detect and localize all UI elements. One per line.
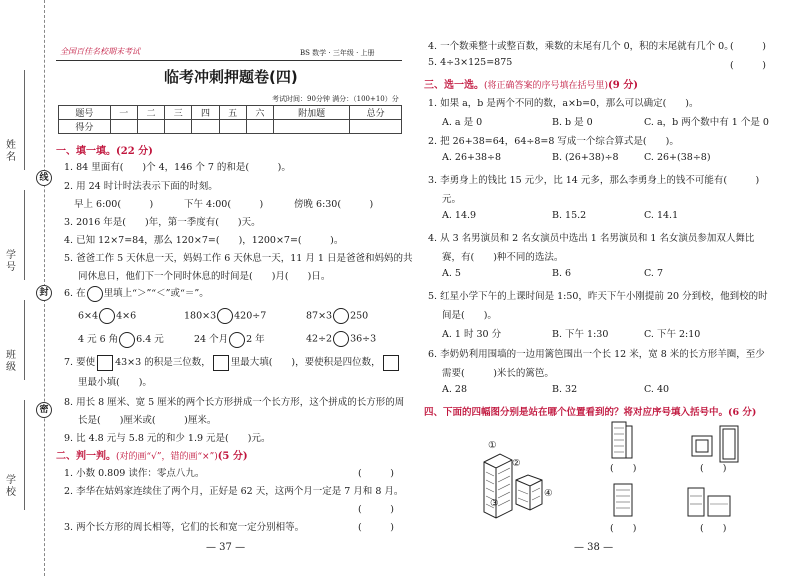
s1-q6-item <box>194 331 265 348</box>
page-title: 临考冲刺押题卷(四) <box>164 68 298 86</box>
score-input-cell[interactable] <box>137 120 164 134</box>
seal-secret-marker: 密 <box>36 402 52 418</box>
view-answer-paren[interactable]: ( ) <box>610 523 637 534</box>
q6-right-expr: 36÷3 <box>350 333 377 345</box>
score-input-cell[interactable] <box>192 120 219 134</box>
s1-q8-line2: 长是( )厘米或( )厘米。 <box>78 415 217 426</box>
option-b[interactable]: B. 6 <box>552 268 572 279</box>
s1-q8-line1: 8. 用长 8 厘米、宽 5 厘米的两个长方形拼成一个长方形，这个拼成的长方形的周 <box>64 397 405 408</box>
option-b[interactable]: B. 32 <box>552 384 578 395</box>
score-input-cell[interactable] <box>350 120 402 134</box>
option-c[interactable]: C. 下午 2:10 <box>644 329 701 340</box>
score-table-header-row <box>59 106 402 120</box>
s1-q5-line1: 5. 爸爸工作 5 天休息一天，妈妈工作 6 天休息一天，11 月 1 日是爸爸和妈妈的共 <box>64 253 413 264</box>
q6-right-expr: 2 年 <box>246 334 265 345</box>
s3-q6-line2: 需要( )米长的篱笆。 <box>442 368 554 379</box>
q6-right-expr: 4×6 <box>116 310 137 322</box>
answer-circle-icon[interactable] <box>217 308 233 324</box>
option-c[interactable]: C. 14.1 <box>644 210 679 221</box>
option-c[interactable]: C. 7 <box>644 268 664 279</box>
q6-left-expr: 4 元 6 角 <box>78 334 119 345</box>
score-input-cell[interactable] <box>246 120 273 134</box>
school-underline <box>24 400 25 510</box>
option-a[interactable]: A. 28 <box>442 384 467 395</box>
option-b[interactable]: B. 下午 1:30 <box>552 329 609 340</box>
answer-paren[interactable]: ( ) <box>358 504 394 515</box>
s1-q2-a: 早上 6:00( ) <box>74 199 154 210</box>
q6-left-expr: 42÷2 <box>306 333 333 345</box>
option-c[interactable]: C. a，b 两个数中有 1 个是 0 <box>644 117 769 128</box>
s1-q6-item <box>306 331 376 347</box>
s1-q7-mid: 43×3 的积是三位数， <box>115 357 211 368</box>
s1-q4: 4. 已知 12×7=84，那么 120×7=( )，1200×7=( )。 <box>64 235 344 246</box>
name-label: 姓名 <box>6 140 16 163</box>
view-answer-paren[interactable]: ( ) <box>700 463 727 474</box>
q6-left-expr: 180×3 <box>184 310 217 322</box>
option-a[interactable]: A. 5 <box>442 268 461 279</box>
score-input-cell[interactable] <box>165 120 192 134</box>
score-cell: 二 <box>137 106 164 120</box>
s1-q7-end: 里最小填( )。 <box>78 377 152 388</box>
s1-q6 <box>64 285 209 302</box>
digit-box-icon[interactable] <box>97 355 113 371</box>
score-table <box>58 105 402 134</box>
answer-circle-icon[interactable] <box>119 332 135 348</box>
view-two-buildings-icon <box>686 486 736 518</box>
option-b[interactable]: B. b 是 0 <box>552 117 593 128</box>
answer-paren[interactable]: ( ) <box>730 41 766 52</box>
school-label: 学校 <box>6 475 16 498</box>
right-page-number: — 38 — <box>574 542 614 553</box>
s3-q4-line2: 赛，有( )种不同的选法。 <box>442 252 564 263</box>
s1-q6-item <box>184 308 266 324</box>
answer-circle-icon[interactable] <box>333 308 349 324</box>
position-marker-2: ② <box>512 458 521 469</box>
option-a[interactable]: A. 14.9 <box>442 210 477 221</box>
answer-paren[interactable]: ( ) <box>730 60 766 71</box>
s2-q3: 3. 两个长方形的周长相等，它们的长和宽一定分别相等。 <box>64 522 305 533</box>
s1-q1: 1. 84 里面有( )个 4，146 个 7 的和是( )。 <box>64 162 291 173</box>
score-cell: 附加题 <box>274 106 350 120</box>
score-cell: 四 <box>192 106 219 120</box>
exam-info: 考试时间：90分钟 满分：（100+10）分 <box>272 95 399 103</box>
answer-paren[interactable]: ( ) <box>358 468 394 479</box>
section1-title: 一、填一填。(22 分) <box>56 146 153 157</box>
q6-right-expr: 420÷7 <box>234 310 267 322</box>
score-cell: 六 <box>246 106 273 120</box>
id-underline <box>24 190 25 280</box>
view-square-icon <box>690 434 714 458</box>
s3-q2: 2. 把 26+38=64，64÷8=8 写成一个综合算式是( )。 <box>428 136 679 147</box>
s1-q9: 9. 比 4.8 元与 5.8 元的和少 1.9 元是( )元。 <box>64 433 271 444</box>
s3-q3-line2: 元。 <box>442 194 462 205</box>
s1-q2-b: 下午 4:00( ) <box>184 199 264 210</box>
s1-q2: 2. 用 24 时计时法表示下面的时刻。 <box>64 181 218 192</box>
option-a[interactable]: A. 26+38÷8 <box>442 152 502 163</box>
left-page-number: — 37 — <box>206 542 246 553</box>
s3-q6-line1: 6. 李奶奶利用围墙的一边用篱笆围出一个长 12 米，宽 8 米的长方形羊圈，至少 <box>428 349 765 360</box>
answer-paren[interactable]: ( ) <box>358 522 394 533</box>
s2-q2: 2. 李华在姑妈家连续住了两个月，正好是 62 天，这两个月一定是 7 月和 8 月。 <box>64 486 404 497</box>
score-cell: 三 <box>165 106 192 120</box>
digit-box-icon[interactable] <box>213 355 229 371</box>
option-c[interactable]: C. 26+(38÷8) <box>644 152 711 163</box>
class-underline <box>24 300 25 380</box>
section3-title: 三、选一选。 <box>424 80 484 91</box>
s2-q4: 4. 一个数乘整十或整百数，乘数的末尾有几个 0，积的末尾就有几个 0。 <box>428 41 734 52</box>
answer-circle-icon[interactable] <box>99 308 115 324</box>
q6-right-expr: 250 <box>350 310 369 322</box>
s1-q7-mid2: 里最大填( )，要使积是四位数， <box>230 357 381 368</box>
view-small-building-icon <box>612 482 634 518</box>
s1-q6-post: 里填上“＞”“＜”或“＝”。 <box>103 288 209 299</box>
s2-q5: 5. 4÷3×125=875 <box>428 57 513 68</box>
score-row-label: 得分 <box>59 120 111 134</box>
option-a[interactable]: A. a 是 0 <box>442 117 483 128</box>
class-label: 班级 <box>6 350 16 373</box>
q6-left-expr: 24 个月 <box>194 334 229 345</box>
binding-strip <box>0 0 49 576</box>
score-cell: 一 <box>110 106 137 120</box>
position-marker-4: ④ <box>544 488 553 499</box>
score-input-cell[interactable] <box>274 120 350 134</box>
s3-q5-line2: 间是( )。 <box>442 310 497 321</box>
q6-left-expr: 6×4 <box>78 310 99 322</box>
s2-q1: 1. 小数 0.809 读作：零点八九。 <box>64 468 205 479</box>
id-label: 学号 <box>6 250 16 273</box>
view-answer-paren[interactable]: ( ) <box>610 463 637 474</box>
score-cell: 总分 <box>350 106 402 120</box>
s3-q1: 1. 如果 a，b 是两个不同的数，a×b=0，那么可以确定( )。 <box>428 98 699 109</box>
score-input-cell[interactable] <box>110 120 137 134</box>
s3-q4-line1: 4. 从 3 名男演员和 2 名女演员中选出 1 名男演员和 1 名女演员参加双人舞比 <box>428 233 755 244</box>
option-c[interactable]: C. 40 <box>644 384 670 395</box>
s1-q6-item <box>306 308 368 324</box>
section2-title-row <box>56 447 248 462</box>
s1-q6-pre: 6. 在 <box>64 288 86 299</box>
brand-label: 全国百佳名校期末考试 <box>60 47 140 56</box>
q6-right-expr: 6.4 元 <box>136 334 164 345</box>
score-input-cell[interactable] <box>219 120 246 134</box>
section3-title-row <box>424 76 638 91</box>
s1-q2-c: 傍晚 6:30( ) <box>294 199 374 210</box>
compare-circle-icon <box>87 286 103 302</box>
score-table-score-row <box>59 120 402 134</box>
s1-q7-pre: 7. 要使 <box>64 357 96 368</box>
header-rule <box>56 60 402 61</box>
s1-q5-line2: 同休息日，他们下一个同时休息的时间是( )月( )日。 <box>78 271 331 282</box>
section3-note: (将正确答案的序号填在括号里) <box>484 81 609 91</box>
option-a[interactable]: A. 1 时 30 分 <box>442 329 502 340</box>
edition-label: BS 数学 · 三年级 · 上册 <box>300 49 375 57</box>
s1-q3: 3. 2016 年是( )年，第一季度有( )天。 <box>64 217 261 228</box>
section3-score: (9 分) <box>608 80 638 91</box>
section2-title: 二、判一判。 <box>56 451 116 462</box>
s3-q5-line1: 5. 红星小学下午的上课时间是 1:50，昨天下午小刚提前 20 分到校，他到校的时 <box>428 291 768 302</box>
seal-seal-marker: 封 <box>36 285 52 301</box>
score-cell: 五 <box>219 106 246 120</box>
option-b[interactable]: B. (26+38)÷8 <box>552 152 619 163</box>
section4-title: 四、下面的四幅图分别是站在哪个位置看到的？将对应序号填入括号中。(6 分) <box>424 407 757 418</box>
score-cell: 题号 <box>59 106 111 120</box>
digit-box-icon[interactable] <box>383 355 399 371</box>
position-marker-1: ① <box>488 440 497 451</box>
answer-circle-icon[interactable] <box>229 332 245 348</box>
section2-score: (5 分) <box>217 451 248 462</box>
view-tall-rect-icon <box>718 424 740 464</box>
s3-q3-line1: 3. 李勇身上的钱比 15 元少，比 14 元多，那么李勇身上的钱不可能有( ) <box>428 175 760 186</box>
view-answer-paren[interactable]: ( ) <box>700 523 727 534</box>
s1-q6-item <box>78 331 164 348</box>
view-tall-building-icon <box>610 420 634 460</box>
s1-q6-item <box>78 308 136 324</box>
s1-q7 <box>64 354 401 371</box>
name-underline <box>24 70 25 170</box>
seal-line-marker: 线 <box>36 170 52 186</box>
answer-circle-icon[interactable] <box>333 331 349 347</box>
option-b[interactable]: B. 15.2 <box>552 210 587 221</box>
building-group-icon <box>472 440 572 520</box>
position-marker-3: ③ <box>490 498 499 509</box>
section2-note: (对的画“√”，错的画“×”) <box>116 452 218 462</box>
q6-left-expr: 87×3 <box>306 310 333 322</box>
